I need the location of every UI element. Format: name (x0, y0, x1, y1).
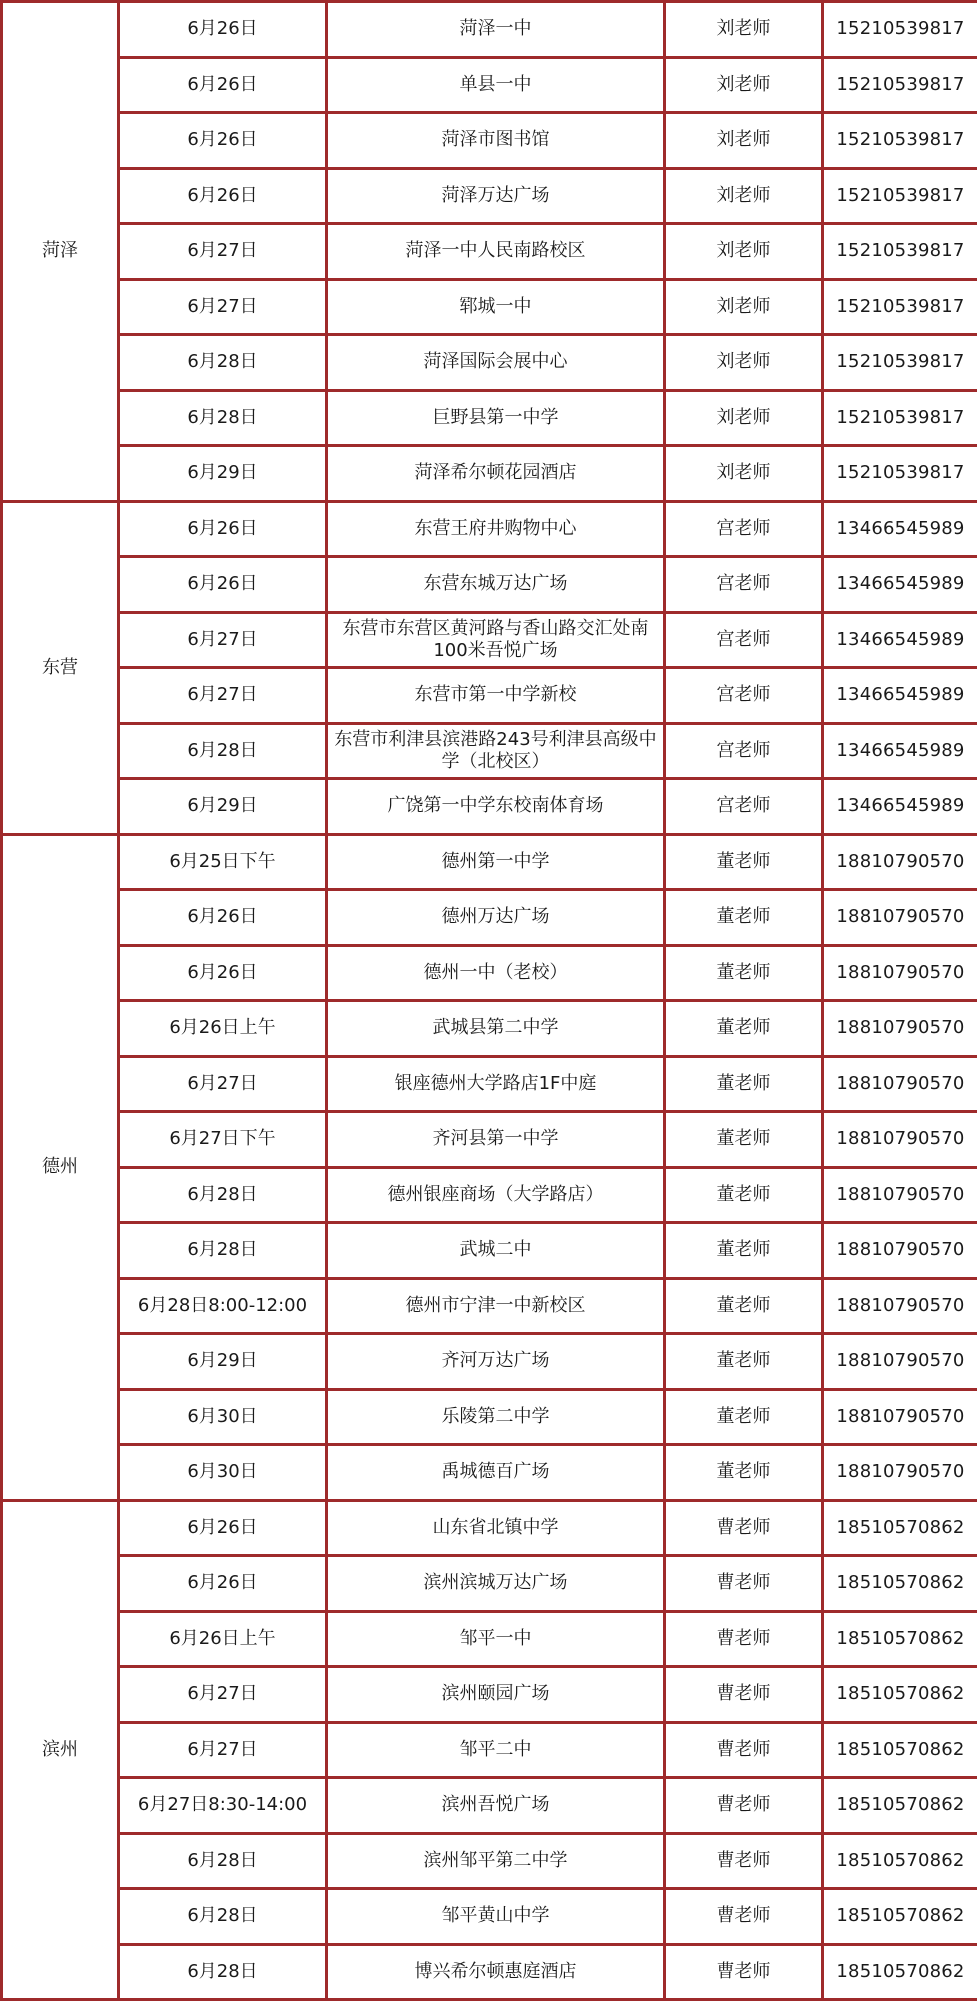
phone-cell: 18810790570 (823, 945, 977, 1001)
contact-cell: 宫老师 (665, 779, 823, 835)
place-cell: 滨州吾悦广场 (327, 1778, 665, 1834)
phone-cell: 18810790570 (823, 1445, 977, 1501)
contact-cell: 董老师 (665, 1445, 823, 1501)
contact-cell: 董老师 (665, 834, 823, 890)
contact-cell: 曹老师 (665, 1944, 823, 2000)
contact-cell: 宫老师 (665, 612, 823, 668)
contact-cell: 宫老师 (665, 723, 823, 779)
place-cell: 东营市东营区黄河路与香山路交汇处南100米吾悦广场 (327, 612, 665, 668)
phone-cell: 18810790570 (823, 1001, 977, 1057)
place-cell: 武城二中 (327, 1223, 665, 1279)
date-cell: 6月26日 (119, 501, 327, 557)
phone-cell: 18810790570 (823, 1112, 977, 1168)
table-row (2, 890, 977, 946)
place-cell: 乐陵第二中学 (327, 1389, 665, 1445)
contact-cell: 曹老师 (665, 1611, 823, 1667)
place-cell: 东营市利津县滨港路243号利津县高级中学（北校区） (327, 723, 665, 779)
date-cell: 6月28日 (119, 1167, 327, 1223)
phone-cell: 15210539817 (823, 113, 977, 169)
contact-cell: 曹老师 (665, 1556, 823, 1612)
contact-cell: 董老师 (665, 1278, 823, 1334)
place-cell: 菏泽市图书馆 (327, 113, 665, 169)
phone-cell: 18510570862 (823, 1889, 977, 1945)
table-row (2, 501, 977, 557)
place-cell: 滨州邹平第二中学 (327, 1833, 665, 1889)
place-cell: 德州第一中学 (327, 834, 665, 890)
place-cell: 禹城德百广场 (327, 1445, 665, 1501)
phone-cell: 18510570862 (823, 1611, 977, 1667)
place-cell: 银座德州大学路店1F中庭 (327, 1056, 665, 1112)
phone-cell: 15210539817 (823, 57, 977, 113)
table-row (2, 335, 977, 391)
date-cell: 6月28日8:00-12:00 (119, 1278, 327, 1334)
place-cell: 博兴希尔顿惠庭酒店 (327, 1944, 665, 2000)
contact-cell: 曹老师 (665, 1889, 823, 1945)
place-cell: 巨野县第一中学 (327, 390, 665, 446)
contact-cell: 刘老师 (665, 279, 823, 335)
date-cell: 6月28日 (119, 390, 327, 446)
date-cell: 6月26日 (119, 557, 327, 613)
place-cell: 武城县第二中学 (327, 1001, 665, 1057)
date-cell: 6月27日 (119, 279, 327, 335)
table-row (2, 390, 977, 446)
date-cell: 6月28日 (119, 335, 327, 391)
table-row (2, 2, 977, 58)
table-row (2, 1056, 977, 1112)
contact-cell: 董老师 (665, 1334, 823, 1390)
contact-cell: 董老师 (665, 1001, 823, 1057)
contact-cell: 董老师 (665, 1389, 823, 1445)
date-cell: 6月28日 (119, 1833, 327, 1889)
phone-cell: 15210539817 (823, 390, 977, 446)
table-row (2, 1889, 977, 1945)
phone-cell: 18810790570 (823, 1334, 977, 1390)
date-cell: 6月26日 (119, 2, 327, 58)
date-cell: 6月28日 (119, 1944, 327, 2000)
contact-cell: 刘老师 (665, 2, 823, 58)
date-cell: 6月29日 (119, 1334, 327, 1390)
date-cell: 6月26日 (119, 1556, 327, 1612)
contact-cell: 宫老师 (665, 501, 823, 557)
contact-cell: 曹老师 (665, 1778, 823, 1834)
contact-cell: 刘老师 (665, 446, 823, 502)
phone-cell: 13466545989 (823, 557, 977, 613)
date-cell: 6月26日 (119, 1500, 327, 1556)
region-cell: 德州 (2, 834, 119, 1500)
place-cell: 滨州颐园广场 (327, 1667, 665, 1723)
date-cell: 6月26日 (119, 113, 327, 169)
table-row (2, 1667, 977, 1723)
phone-cell: 15210539817 (823, 446, 977, 502)
date-cell: 6月30日 (119, 1445, 327, 1501)
date-cell: 6月28日 (119, 1223, 327, 1279)
table-row (2, 57, 977, 113)
table-row (2, 1223, 977, 1279)
region-cell: 东营 (2, 501, 119, 834)
table-row (2, 834, 977, 890)
table-row (2, 779, 977, 835)
contact-cell: 董老师 (665, 890, 823, 946)
date-cell: 6月30日 (119, 1389, 327, 1445)
place-cell: 菏泽国际会展中心 (327, 335, 665, 391)
place-cell: 滨州滨城万达广场 (327, 1556, 665, 1612)
date-cell: 6月25日下午 (119, 834, 327, 890)
table-row (2, 113, 977, 169)
date-cell: 6月27日下午 (119, 1112, 327, 1168)
place-cell: 菏泽一中 (327, 2, 665, 58)
table-row (2, 1944, 977, 2000)
phone-cell: 15210539817 (823, 2, 977, 58)
phone-cell: 13466545989 (823, 779, 977, 835)
place-cell: 东营东城万达广场 (327, 557, 665, 613)
place-cell: 齐河县第一中学 (327, 1112, 665, 1168)
table-row (2, 945, 977, 1001)
contact-cell: 董老师 (665, 1167, 823, 1223)
place-cell: 邹平黄山中学 (327, 1889, 665, 1945)
contact-cell: 曹老师 (665, 1833, 823, 1889)
date-cell: 6月28日 (119, 1889, 327, 1945)
date-cell: 6月27日 (119, 1056, 327, 1112)
place-cell: 菏泽一中人民南路校区 (327, 224, 665, 280)
phone-cell: 18510570862 (823, 1778, 977, 1834)
place-cell: 菏泽万达广场 (327, 168, 665, 224)
table-row (2, 1167, 977, 1223)
date-cell: 6月26日 (119, 57, 327, 113)
place-cell: 邹平二中 (327, 1722, 665, 1778)
phone-cell: 13466545989 (823, 668, 977, 724)
table-row (2, 279, 977, 335)
contact-cell: 宫老师 (665, 668, 823, 724)
contact-cell: 刘老师 (665, 224, 823, 280)
phone-cell: 15210539817 (823, 335, 977, 391)
table-row (2, 1500, 977, 1556)
phone-cell: 18510570862 (823, 1722, 977, 1778)
region-cell: 滨州 (2, 1500, 119, 2000)
contact-cell: 董老师 (665, 945, 823, 1001)
phone-cell: 18810790570 (823, 1223, 977, 1279)
date-cell: 6月27日 (119, 668, 327, 724)
contact-cell: 曹老师 (665, 1722, 823, 1778)
region-cell: 菏泽 (2, 2, 119, 502)
table-row (2, 1334, 977, 1390)
table-row (2, 1001, 977, 1057)
phone-cell: 13466545989 (823, 501, 977, 557)
table-row (2, 224, 977, 280)
place-cell: 东营王府井购物中心 (327, 501, 665, 557)
phone-cell: 13466545989 (823, 723, 977, 779)
phone-cell: 18510570862 (823, 1556, 977, 1612)
phone-cell: 18510570862 (823, 1500, 977, 1556)
contact-cell: 刘老师 (665, 113, 823, 169)
date-cell: 6月26日上午 (119, 1001, 327, 1057)
phone-cell: 18810790570 (823, 1278, 977, 1334)
contact-cell: 董老师 (665, 1112, 823, 1168)
contact-cell: 刘老师 (665, 335, 823, 391)
table-row (2, 1722, 977, 1778)
phone-cell: 15210539817 (823, 224, 977, 280)
date-cell: 6月27日 (119, 612, 327, 668)
contact-cell: 刘老师 (665, 390, 823, 446)
phone-cell: 18510570862 (823, 1944, 977, 2000)
place-cell: 德州一中（老校） (327, 945, 665, 1001)
phone-cell: 15210539817 (823, 168, 977, 224)
date-cell: 6月27日 (119, 1722, 327, 1778)
table-row (2, 1278, 977, 1334)
date-cell: 6月27日 (119, 1667, 327, 1723)
contact-cell: 刘老师 (665, 57, 823, 113)
contact-cell: 曹老师 (665, 1500, 823, 1556)
date-cell: 6月27日8:30-14:00 (119, 1778, 327, 1834)
place-cell: 郓城一中 (327, 279, 665, 335)
contact-cell: 刘老师 (665, 168, 823, 224)
phone-cell: 18510570862 (823, 1667, 977, 1723)
table-row (2, 1778, 977, 1834)
date-cell: 6月29日 (119, 446, 327, 502)
place-cell: 广饶第一中学东校南体育场 (327, 779, 665, 835)
table-row (2, 446, 977, 502)
phone-cell: 18510570862 (823, 1833, 977, 1889)
place-cell: 东营市第一中学新校 (327, 668, 665, 724)
date-cell: 6月26日 (119, 945, 327, 1001)
place-cell: 山东省北镇中学 (327, 1500, 665, 1556)
place-cell: 邹平一中 (327, 1611, 665, 1667)
table-row (2, 1445, 977, 1501)
table-row (2, 168, 977, 224)
table-row (2, 723, 977, 779)
table-row (2, 1833, 977, 1889)
date-cell: 6月27日 (119, 224, 327, 280)
table-row (2, 1112, 977, 1168)
place-cell: 德州银座商场（大学路店） (327, 1167, 665, 1223)
place-cell: 单县一中 (327, 57, 665, 113)
place-cell: 德州万达广场 (327, 890, 665, 946)
date-cell: 6月26日 (119, 890, 327, 946)
phone-cell: 15210539817 (823, 279, 977, 335)
place-cell: 德州市宁津一中新校区 (327, 1278, 665, 1334)
table-row (2, 1611, 977, 1667)
phone-cell: 18810790570 (823, 834, 977, 890)
table-row (2, 668, 977, 724)
phone-cell: 18810790570 (823, 890, 977, 946)
contact-cell: 宫老师 (665, 557, 823, 613)
contact-cell: 董老师 (665, 1056, 823, 1112)
date-cell: 6月29日 (119, 779, 327, 835)
date-cell: 6月26日 (119, 168, 327, 224)
contact-cell: 董老师 (665, 1223, 823, 1279)
place-cell: 菏泽希尔顿花园酒店 (327, 446, 665, 502)
table-row (2, 612, 977, 668)
phone-cell: 13466545989 (823, 612, 977, 668)
date-cell: 6月28日 (119, 723, 327, 779)
phone-cell: 18810790570 (823, 1167, 977, 1223)
phone-cell: 18810790570 (823, 1389, 977, 1445)
phone-cell: 18810790570 (823, 1056, 977, 1112)
table-row (2, 1389, 977, 1445)
table-row (2, 557, 977, 613)
contact-cell: 曹老师 (665, 1667, 823, 1723)
schedule-body (2, 2, 977, 2000)
table-row (2, 1556, 977, 1612)
place-cell: 齐河万达广场 (327, 1334, 665, 1390)
date-cell: 6月26日上午 (119, 1611, 327, 1667)
